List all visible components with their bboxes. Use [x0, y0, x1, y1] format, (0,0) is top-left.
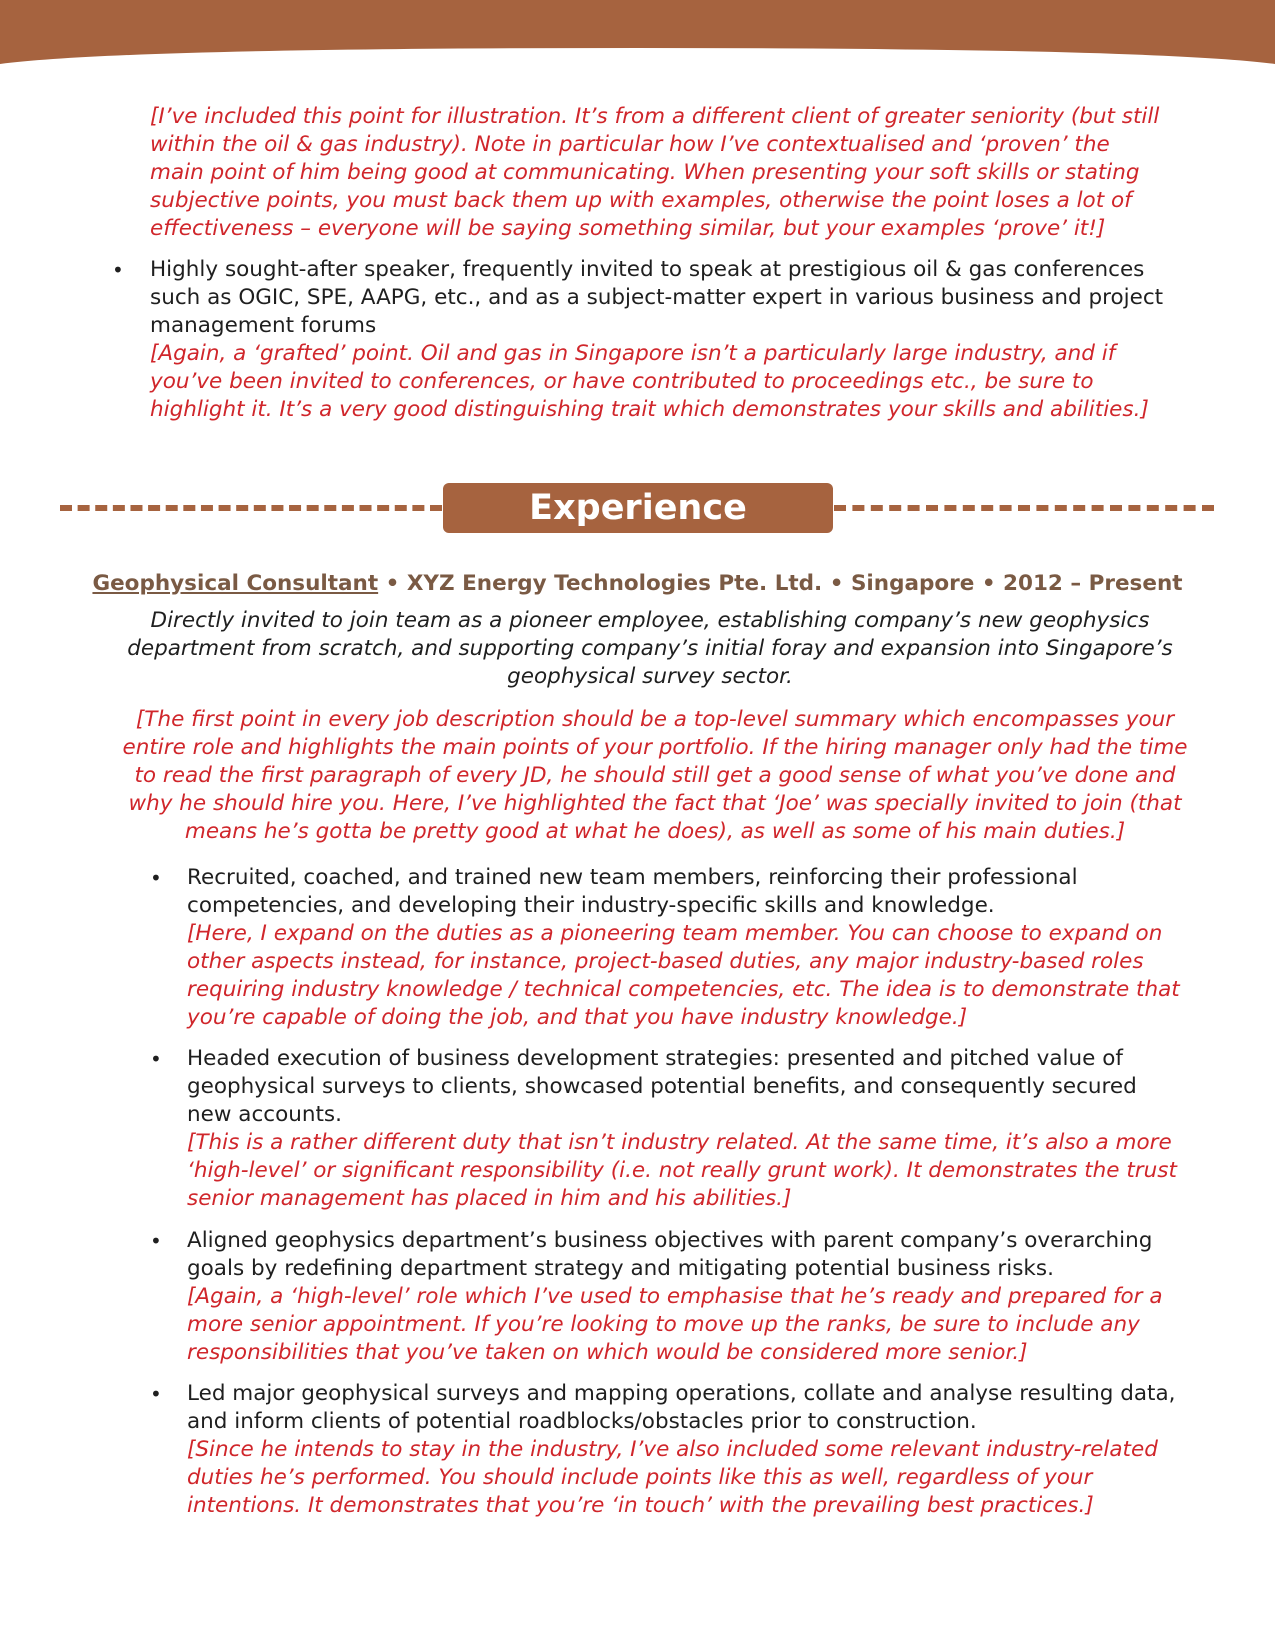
bullet-marker: • — [150, 1047, 162, 1071]
speaker-bullet-note: [Again, a ‘grafted’ point. Oil and gas in Singapore isn’t a particularly large industry, and if you’ve been invited to conferences, or have contributed to proceedings etc., be sure to highlight it. It’s a very good distinguishing trait which demonstrates your skills and abilities.] — [150, 341, 1149, 422]
job-title: Geophysical Consultant — [92, 571, 379, 596]
duty-note-aligned-objectives: [Again, a ‘high-level’ role which I’ve used to emphasise that he’s ready and prepared for a more senior appointment. If you’re looking to move up the ranks, be sure to include any responsibilities that you’ve taken on which would be considered more senior.] — [187, 1284, 1163, 1365]
top-decorative-band — [0, 0, 1275, 80]
duty-note-geophysical-surveys: [Since he intends to stay in the industry, I’ve also included some relevant industry-related duties he’s performed. You should include points like this as well, regardless of your intentions. It demonstrates that you’re ‘in touch’ with the prevailing best practices.] — [187, 1437, 1158, 1518]
job-meta: • XYZ Energy Technologies Pte. Ltd. • Singapore • 2012 – Present — [378, 571, 1183, 596]
duty-text-aligned-objectives: Aligned geophysics department’s business objectives with parent company’s overarching goals by redefining department strategy and mitigating potential business risks. — [187, 1228, 1153, 1281]
bullet-marker: • — [150, 866, 162, 890]
job-summary-note: [The first point in every job description should be a top-level summary which encompasses your entire role and highlights the main points of your portfolio. If the hiring manager only had the time to read the first paragraph of every JD, he should still get a good sense of what you’ve done and why he should hire you. Here, I’ve highlighted the fact that ‘Joe’ was specially invited to join (that means he’s gotta be pretty good at what he does), as well as some of his main duties.] — [122, 707, 1188, 844]
duty-text-geophysical-surveys: Led major geophysical surveys and mapping operations, collate and analyse resulting data, and inform clients of potential roadblocks/obstacles prior to construction. — [187, 1381, 1176, 1434]
duty-note-business-development: [This is a rather different duty that isn’t industry related. At the same time, it’s also a more ‘high-level’ or significant responsibility (i.e. not really grunt work). It demonstrates the trust senior management has placed in him and his abilities.] — [187, 1130, 1177, 1211]
bullet-marker: • — [150, 1229, 162, 1253]
duty-note-recruited: [Here, I expand on the duties as a pioneering team member. You can choose to expand on other aspects instead, for instance, project-based duties, any major industry-based roles requiring industry knowledge / technical competencies, etc. The idea is to demonstrate that you’re capable of doing the job, and that you have industry knowledge.] — [187, 921, 1180, 1030]
duty-text-recruited: Recruited, coached, and trained new team members, reinforcing their professional competencies, and developing their industry-specific skills and knowledge. — [187, 865, 1078, 918]
divider-line-right — [834, 505, 1214, 511]
intro-note-communication: [I’ve included this point for illustration. It’s from a different client of greater seniority (but still within the oil & gas industry). Note in particular how I’ve contextualised and ‘proven’ the main point of him being good at communicating. When presenting your soft skills or stating subjective points, you must back them up with examples, otherwise the point loses a lot of effectiveness – everyone will be saying something similar, but your examples ‘prove’ it!] — [150, 104, 1160, 241]
section-title-experience: Experience — [443, 483, 833, 533]
divider-line-left — [60, 505, 442, 511]
job-summary: Directly invited to join team as a pioneer employee, establishing company’s new geophysics department from scratch, and supporting company’s initial foray and expansion into Singapore’s geophysical survey sector. — [127, 608, 1173, 689]
duty-text-business-development: Headed execution of business development strategies: presented and pitched value of geophysical surveys to clients, showcased potential benefits, and consequently secured new accounts. — [187, 1046, 1137, 1127]
speaker-bullet-text: Highly sought-after speaker, frequently invited to speak at prestigious oil & gas conferences such as OGIC, SPE, AAPG, etc., and as a subject-matter expert in various business and project management forums — [150, 257, 1164, 338]
bullet-marker: • — [112, 258, 124, 282]
experience-divider — [0, 483, 1275, 533]
bullet-marker: • — [150, 1382, 162, 1406]
job-heading — [60, 569, 1215, 599]
